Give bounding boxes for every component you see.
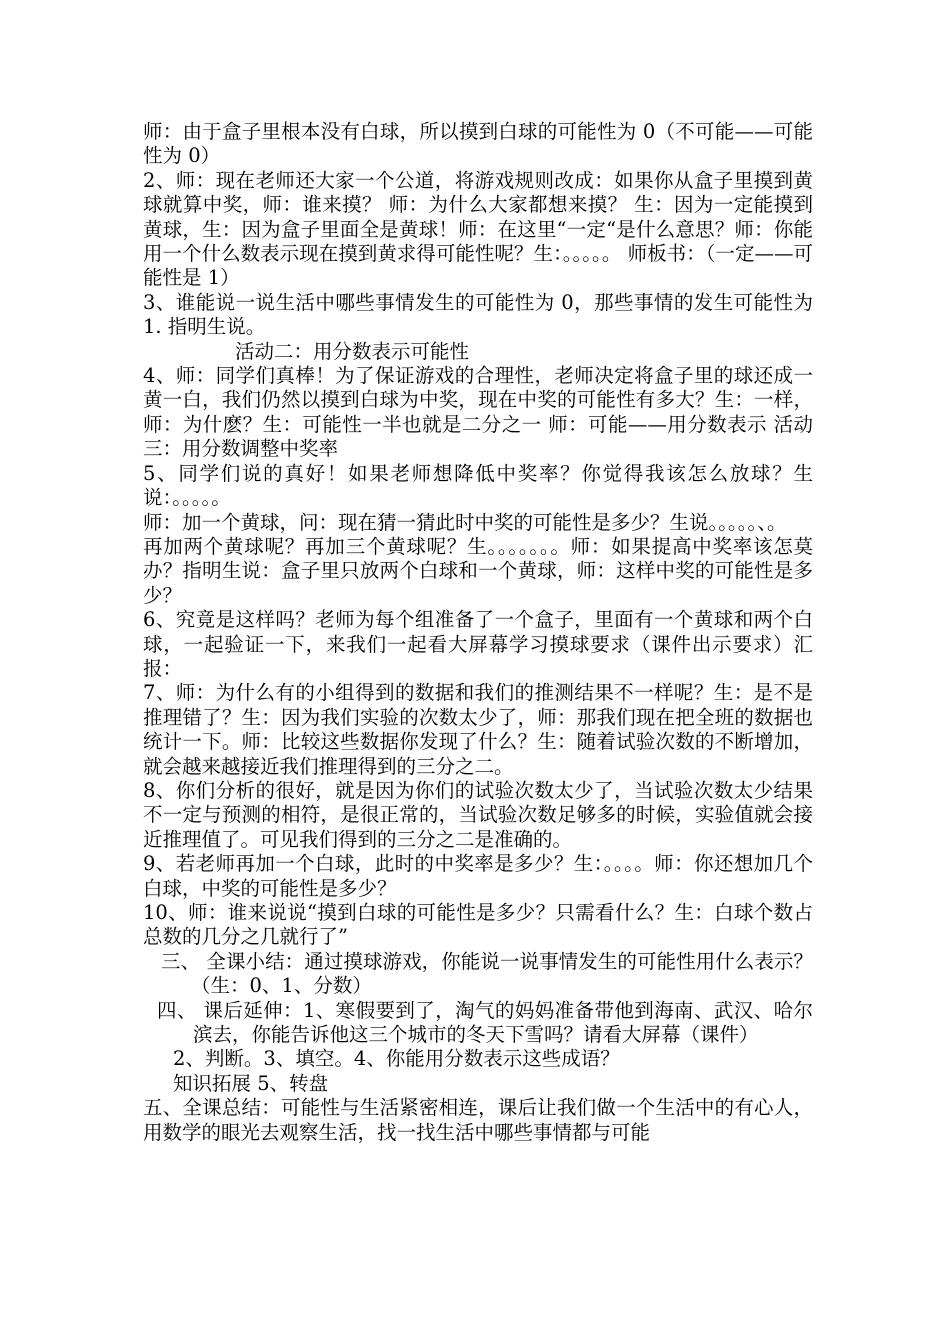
- paragraph-step-6: 6、究竟是这样吗？老师为每个组准备了一个盒子，里面有一个黄球和两个白球，一起验证一下，来我们一起看大屏幕学习摸球要求（课件出示要求）汇报：: [143, 608, 813, 680]
- paragraph-step-10: 10、师：谁来说说“摸到白球的可能性是多少？只需看什么？生：白球个数占总数的几分之几就行了”: [143, 901, 813, 949]
- paragraph-teacher-white-ball: 师：由于盒子里根本没有白球，所以摸到白球的可能性为 0（不可能——可能性为 0）: [143, 120, 813, 168]
- section-5-conclusion: 五、全课总结：可能性与生活紧密相连，课后让我们做一个生活中的有心人，用数学的眼光去观察生活，找一找生活中哪些事情都与可能: [143, 1096, 813, 1144]
- paragraph-step-7: 7、师：为什么有的小组得到的数据和我们的推测结果不一样呢？生：是不是推理错了？生：因为我们实验的次数太少了，师：那我们现在把全班的数据也统计一下。师：比较这些数据你发现了什么？生：随着试验次数的不断增加，就会越来越接近我们推理得到的三分之二。: [143, 681, 813, 778]
- paragraph-step-4: 4、师：同学们真棒！为了保证游戏的合理性，老师决定将盒子里的球还成一黄一白，我们仍然以摸到白球为中奖，现在中奖的可能性有多大？生：一样，师：为什麽？生：可能性一半也就是二分之一 师：可能——用分数表示 活动三：用分数调整中奖率: [143, 364, 813, 461]
- paragraph-step-2: 2、师：现在老师还大家一个公道，将游戏规则改成：如果你从盒子里摸到黄球就算中奖，师：谁来摸？ 师：为什么大家都想来摸？ 生：因为一定能摸到黄球，生：因为盒子里面全是黄球！师：在这里“一定“是什么意思？师：你能用一个什么数表示现在摸到黄求得可能性呢？生：。。。。。 师板书：（一定——可能性是 1）: [143, 168, 813, 290]
- section-4-extension: 四、 课后延伸：1、寒假要到了，淘气的妈妈准备带他到海南、武汉、哈尔滨去，你能告诉他这三个城市的冬天下雪吗？请看大屏幕（课件）: [157, 998, 813, 1047]
- heading-activity-2: 活动二：用分数表示可能性: [235, 339, 470, 363]
- document-body: [143, 120, 813, 1145]
- knowledge-expansion-line: 知识拓展 5、转盘: [173, 1071, 329, 1095]
- paragraph-step-8: 8、你们分析的很好，就是因为你们的试验次数太少了，当试验次数太少结果不一定与预测的相符，是很正常的，当试验次数足够多的时候，实验值就会接近推理值了。可见我们得到的三分之二是准确的。: [143, 778, 813, 851]
- paragraph-step-5: 5、同学们说的真好！如果老师想降低中奖率？你觉得我该怎么放球？生说：。。。。。: [143, 461, 813, 510]
- paragraph-add-more-yellow: 再加两个黄球呢？再加三个黄球呢？生。。。。。。。师：如果提高中奖率该怎莫办？指明生说：盒子里只放两个白球和一个黄球，师：这样中奖的可能性是多少？: [143, 534, 813, 607]
- extension-tasks-line: 2、判断。3、填空。4、你能用分数表示这些成语？: [173, 1047, 620, 1071]
- paragraph-step-9: 9、若老师再加一个白球，此时的中奖率是多少？生：。。。。师：你还想加几个白球，中奖的可能性是多少？: [143, 852, 813, 900]
- section-3-summary: 三、 全课小结：通过摸球游戏，你能说一说事情发生的可能性用什么表示？（生：0、1、分数）: [161, 949, 813, 998]
- paragraph-step-3: 3、谁能说一说生活中哪些事情发生的可能性为 0，那些事情的发生可能性为 1. 指明生说。: [143, 290, 813, 339]
- paragraph-add-yellow-ball: 师：加一个黄球，问：现在猜一猜此时中奖的可能性是多少？生说。。。。。、。: [143, 510, 787, 534]
